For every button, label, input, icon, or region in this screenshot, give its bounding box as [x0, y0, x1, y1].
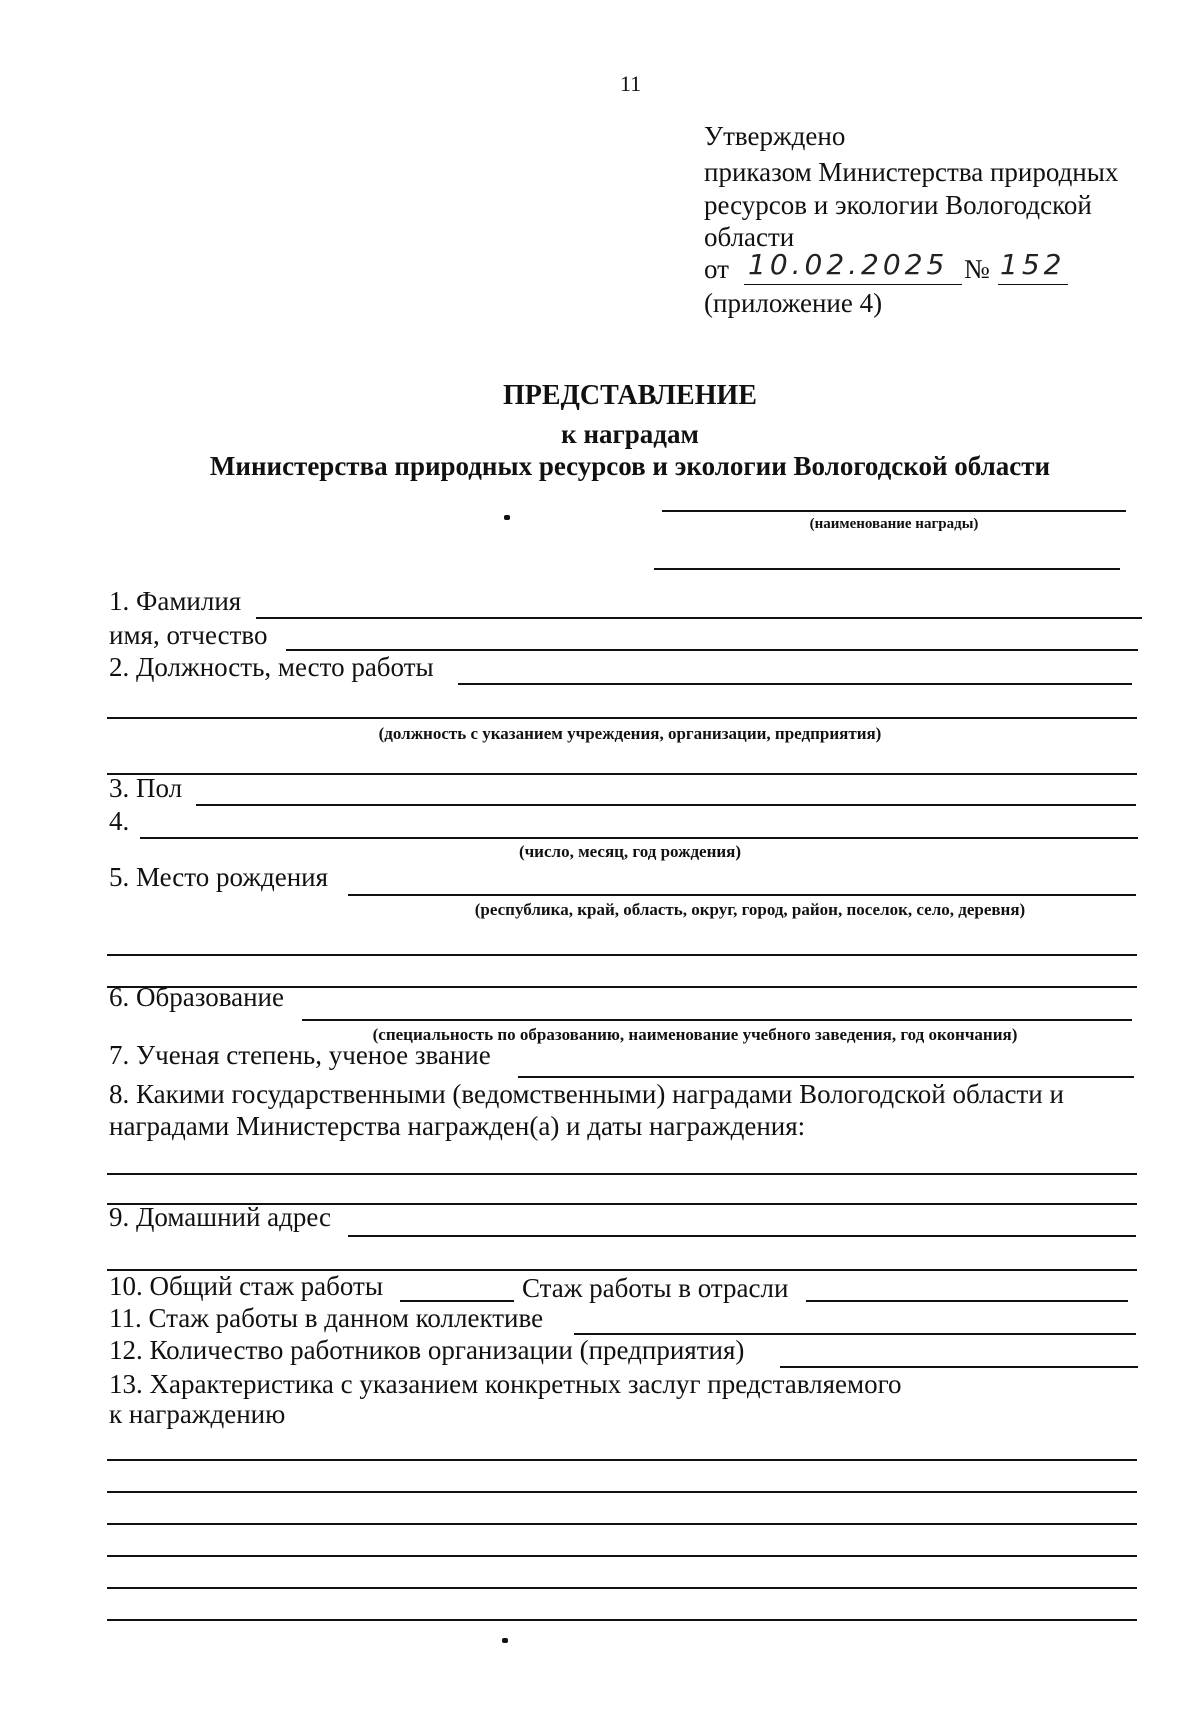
field-1-label: 1. Фамилия [109, 586, 242, 616]
approval-number-underline [998, 284, 1068, 285]
approval-date-prefix: от [704, 254, 729, 284]
approval-line-2: приказом Министерства природных [704, 157, 1119, 187]
characteristic-field-2[interactable] [107, 1491, 1137, 1493]
home-address-field[interactable] [348, 1235, 1136, 1237]
birthplace-field-2[interactable] [107, 954, 1137, 956]
field-11-label: 11. Стаж работы в данном коллективе [109, 1303, 544, 1333]
approval-number-prefix: № [964, 254, 990, 284]
education-caption: (специальность по образованию, наименование учебного заведения, год окончания) [372, 1025, 1018, 1044]
position-field[interactable] [458, 683, 1132, 685]
award-name-line-2[interactable] [654, 568, 1120, 570]
approval-line-4: области [704, 222, 795, 252]
award-name-line[interactable] [662, 510, 1126, 512]
field-13-label-1: 13. Характеристика с указанием конкретных заслуг представляемого [109, 1369, 902, 1399]
birth-date-caption: (число, месяц, год рождения) [518, 842, 742, 861]
characteristic-field-6[interactable] [107, 1619, 1137, 1621]
field-5-label: 5. Место рождения [109, 862, 329, 892]
field-10b-label: Стаж работы в отрасли [522, 1273, 789, 1303]
approval-line-1: Утверждено [704, 121, 846, 151]
field-12-label: 12. Количество работников организации (предприятия) [109, 1335, 745, 1365]
document-subtitle-1: к наградам [561, 419, 699, 449]
education-field[interactable] [302, 1019, 1132, 1021]
field-8-label-1: 8. Какими государственными (ведомственными) наградами Вологодской области и [109, 1079, 1064, 1109]
characteristic-field-5[interactable] [107, 1587, 1137, 1589]
field-2-label: 2. Должность, место работы [109, 652, 434, 682]
page-number: 11 [620, 71, 642, 96]
field-6-label: 6. Образование [109, 982, 284, 1012]
field-7-label: 7. Ученая степень, ученое звание [109, 1040, 491, 1070]
dot-mark-bottom [502, 1638, 508, 1643]
approval-number-value: 152 [1000, 248, 1066, 281]
field-10a-label: 10. Общий стаж работы [109, 1271, 383, 1301]
field-13-label-2: к награждению [109, 1399, 286, 1429]
field-9-label: 9. Домашний адрес [109, 1202, 332, 1232]
approval-date-value: 10.02.2025 [748, 248, 949, 281]
field-1b-label: имя, отчество [109, 620, 268, 650]
approval-date-underline [744, 284, 962, 285]
dot-mark [504, 515, 510, 520]
document-subtitle-2: Министерства природных ресурсов и экологии Вологодской области [209, 451, 1051, 481]
approval-line-3: ресурсов и экологии Вологодской [704, 190, 1092, 220]
birthplace-field[interactable] [348, 894, 1136, 896]
field-8-label-2: наградами Министерства награжден(а) и даты награждения: [109, 1111, 806, 1141]
approval-appendix: (приложение 4) [704, 288, 883, 318]
field-3-label: 3. Пол [109, 773, 183, 803]
characteristic-field-3[interactable] [107, 1523, 1137, 1525]
document-title: ПРЕДСТАВЛЕНИЕ [503, 380, 757, 411]
position-field-2[interactable] [107, 717, 1137, 719]
awards-field-1[interactable] [107, 1173, 1137, 1175]
surname-field[interactable] [256, 617, 1142, 619]
industry-experience-field[interactable] [806, 1300, 1128, 1302]
gender-field[interactable] [196, 804, 1136, 806]
birthplace-caption: (республика, край, область, округ, город, район, поселок, село, деревня) [474, 900, 1026, 919]
characteristic-field-4[interactable] [107, 1555, 1137, 1557]
position-caption: (должность с указанием учреждения, организации, предприятия) [378, 724, 882, 743]
position-field-3[interactable] [107, 773, 1137, 775]
award-name-caption: (наименование награды) [809, 516, 979, 532]
field-4-label: 4. [109, 806, 130, 836]
birth-date-field[interactable] [140, 837, 1138, 839]
characteristic-field-1[interactable] [107, 1459, 1137, 1461]
